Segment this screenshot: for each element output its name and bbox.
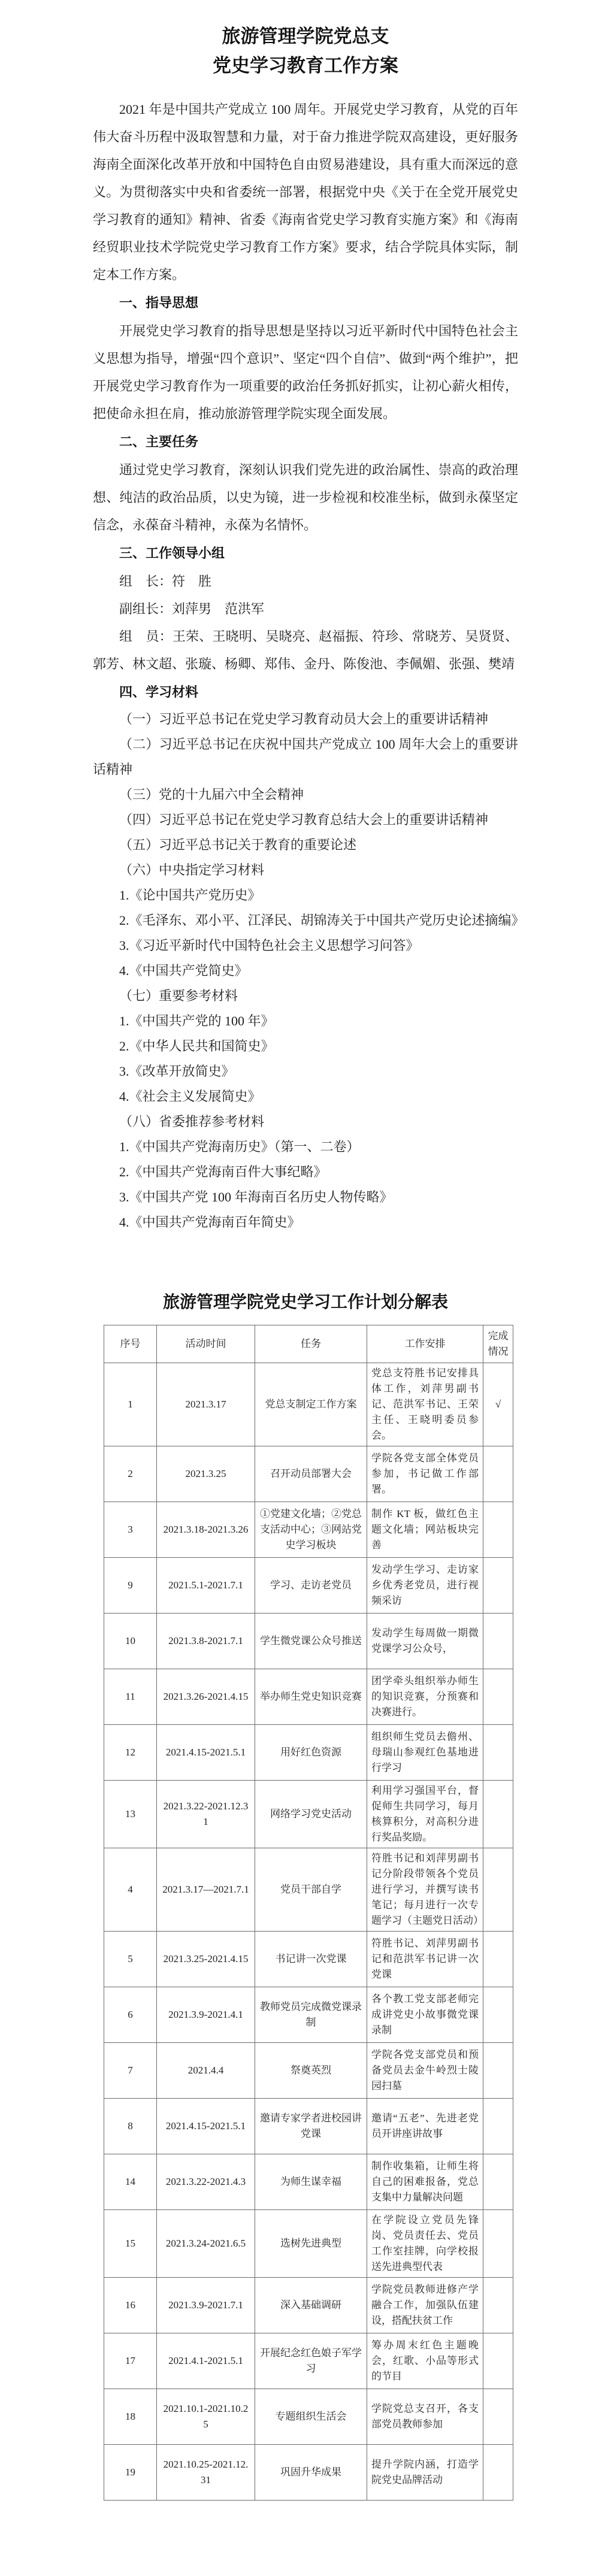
cell-no: 12 — [104, 1725, 157, 1781]
cell-status — [483, 1725, 513, 1781]
cell-arrangement: 利用学习强国平台，督促师生共同学习，每月核算积分，对高积分进行奖品奖励。 — [367, 1781, 483, 1848]
study-material-item: 1.《中国共产党的 100 年》 — [119, 1013, 274, 1028]
cell-status: √ — [483, 1363, 513, 1446]
cell-task: 用好红色资源 — [255, 1725, 367, 1781]
cell-no: 13 — [104, 1781, 157, 1848]
column-header-time: 活动时间 — [157, 1325, 255, 1363]
table-row — [104, 1446, 513, 1502]
cell-task: 网络学习党史活动 — [255, 1781, 367, 1848]
study-materials-list — [93, 707, 525, 1235]
cell-no: 4 — [104, 1848, 157, 1932]
cell-status — [483, 2210, 513, 2278]
table-row — [104, 2278, 513, 2333]
study-material-item: 2.《中华人民共和国简史》 — [119, 1039, 274, 1054]
cell-time: 2021.4.15-2021.5.1 — [157, 1725, 255, 1781]
cell-no: 9 — [104, 1558, 157, 1614]
cell-task: 选树先进典型 — [255, 2210, 367, 2278]
cell-arrangement: 学院党总支召开，各支部党员教师参加 — [367, 2389, 483, 2445]
guiding-ideology-paragraph: 开展党史学习教育的指导思想是坚持以习近平新时代中国特色社会主义思想为指导，增强“四个意识”、坚定“四个自信”、做到“两个维护”，把开展党史学习教育作为一项重要的政治任务抓好抓实，让初心薪火相传，把使命永担在肩，推动旅游管理学院实现全面发展。 — [93, 323, 518, 421]
table-row — [104, 1848, 513, 1932]
cell-status — [483, 1502, 513, 1558]
section-heading-main-tasks: 二、主要任务 — [119, 434, 199, 449]
study-material-item: 4.《中国共产党简史》 — [119, 963, 248, 978]
study-material-item: 2.《中国共产党海南百件大事纪略》 — [119, 1164, 327, 1179]
cell-task: 党总支制定工作方案 — [255, 1363, 367, 1446]
cell-arrangement: 符胜书记和刘萍男副书记分阶段带领各个党员进行学习，并撰写读书笔记；每月进行一次专题学习（主题党日活动） — [367, 1848, 483, 1932]
table-row — [104, 2210, 513, 2278]
main-tasks-paragraph: 通过党史学习教育，深刻认识我们党先进的政治属性、崇高的政治理想、纯洁的政治品质，以史为镜，进一步检视和校准坐标，做到永葆坚定信念，永葆奋斗精神，永葆为名情怀。 — [93, 462, 518, 532]
column-header-task: 任务 — [255, 1325, 367, 1363]
cell-time: 2021.10.25-2021.12.31 — [157, 2445, 255, 2501]
cell-arrangement: 邀请“五老”、先进老党员开讲座讲故事 — [367, 2099, 483, 2154]
cell-arrangement: 各个教工党支部老师完成讲党史小故事微党课录制 — [367, 1987, 483, 2043]
cell-no: 5 — [104, 1932, 157, 1987]
table-row — [104, 1669, 513, 1725]
cell-time: 2021.3.17—2021.7.1 — [157, 1848, 255, 1932]
cell-time: 2021.3.9-2021.7.1 — [157, 2278, 255, 2333]
cell-no: 14 — [104, 2154, 157, 2210]
section-heading-study-materials: 四、学习材料 — [119, 685, 199, 700]
study-material-item: 3.《习近平新时代中国特色社会主义思想学习问答》 — [119, 938, 419, 953]
section-heading-leading-group: 三、工作领导小组 — [119, 546, 225, 561]
cell-no: 19 — [104, 2445, 157, 2501]
plan-table — [104, 1325, 513, 2501]
cell-task: 教师党员完成微党课录制 — [255, 1987, 367, 2043]
cell-status — [483, 2043, 513, 2099]
study-material-item: 3.《改革开放简史》 — [119, 1064, 235, 1079]
cell-no: 10 — [104, 1614, 157, 1669]
study-material-item: （七）重要参考材料 — [119, 988, 238, 1003]
table-row — [104, 1725, 513, 1781]
cell-arrangement: 学院党员教师进修产学融合工作，加强队伍建设，搭配扶贫工作 — [367, 2278, 483, 2333]
table-row — [104, 1932, 513, 1987]
table-row — [104, 1614, 513, 1669]
cell-task: 党员干部自学 — [255, 1848, 367, 1932]
cell-arrangement: 在学院设立党员先锋岗、党员责任去、党员工作室挂牌，向学校报送先进典型代表 — [367, 2210, 483, 2278]
study-material-item: 2.《毛泽东、邓小平、江泽民、胡锦涛关于中国共产党历史论述摘编》 — [119, 913, 525, 928]
study-material-item: （一）习近平总书记在党史学习教育动员大会上的重要讲话精神 — [119, 712, 489, 727]
document-title-line2: 党史学习教育工作方案 — [213, 55, 398, 76]
cell-time: 2021.3.17 — [157, 1363, 255, 1446]
document-title-line1: 旅游管理学院党总支 — [222, 26, 389, 47]
study-material-item: 1.《论中国共产党历史》 — [119, 888, 261, 903]
cell-time: 2021.3.25-2021.4.15 — [157, 1932, 255, 1987]
cell-task: ①党建文化墙；②党总支活动中心；③网站党史学习板块 — [255, 1502, 367, 1558]
document-title — [93, 22, 518, 80]
cell-no: 11 — [104, 1669, 157, 1725]
cell-arrangement: 学院各党支部党员和预备党员去金牛岭烈士陵园扫墓 — [367, 2043, 483, 2099]
cell-task: 学生微党课公众号推送 — [255, 1614, 367, 1669]
cell-time: 2021.4.1-2021.5.1 — [157, 2333, 255, 2389]
leading-group-line: 组 长：符 胜 — [119, 574, 212, 589]
cell-no: 1 — [104, 1363, 157, 1446]
cell-no: 7 — [104, 2043, 157, 2099]
cell-status — [483, 2099, 513, 2154]
study-material-item: （四）习近平总书记在党史学习教育总结大会上的重要讲话精神 — [119, 812, 489, 827]
cell-no: 17 — [104, 2333, 157, 2389]
cell-no: 3 — [104, 1502, 157, 1558]
cell-status — [483, 2445, 513, 2501]
cell-no: 16 — [104, 2278, 157, 2333]
cell-task: 开展纪念红色娘子军学习 — [255, 2333, 367, 2389]
cell-status — [483, 2389, 513, 2445]
cell-time: 2021.3.8-2021.7.1 — [157, 1614, 255, 1669]
cell-arrangement: 学院各党支部全体党员参加，书记做工作部署。 — [367, 1446, 483, 1502]
cell-arrangement: 提升学院内涵，打造学院党史品牌活动 — [367, 2445, 483, 2501]
cell-status — [483, 1446, 513, 1502]
cell-time: 2021.4.4 — [157, 2043, 255, 2099]
study-material-item: 3.《中国共产党 100 年海南百名历史人物传略》 — [119, 1189, 393, 1204]
study-material-item: （二）习近平总书记在庆祝中国共产党成立 100 周年大会上的重要讲话精神 — [93, 737, 518, 777]
cell-status — [483, 1848, 513, 1932]
plan-table-header-row — [104, 1325, 513, 1363]
study-material-item: 1.《中国共产党海南历史》（第一、二卷） — [119, 1139, 360, 1154]
cell-time: 2021.10.1-2021.10.25 — [157, 2389, 255, 2445]
table-row — [104, 2445, 513, 2501]
table-row — [104, 1987, 513, 2043]
leading-group-lines — [93, 568, 518, 678]
leading-group-line: 副组长：刘萍男 范洪军 — [119, 601, 265, 616]
cell-arrangement: 制作 KT 板，做红色主题文化墙；网站板块完善 — [367, 1502, 483, 1558]
cell-status — [483, 2278, 513, 2333]
cell-time: 2021.3.25 — [157, 1446, 255, 1502]
cell-arrangement: 符胜书记、刘萍男副书记和范洪军书记讲一次党课 — [367, 1932, 483, 1987]
plan-table-body — [104, 1363, 513, 2501]
cell-task: 召开动员部署大会 — [255, 1446, 367, 1502]
study-material-item: 4.《社会主义发展简史》 — [119, 1089, 261, 1104]
cell-time: 2021.5.1-2021.7.1 — [157, 1558, 255, 1614]
cell-time: 2021.3.22-2021.12.31 — [157, 1781, 255, 1848]
study-material-item: （六）中央指定学习材料 — [119, 862, 265, 877]
cell-no: 18 — [104, 2389, 157, 2445]
cell-no: 15 — [104, 2210, 157, 2278]
leading-group-line: 组 员：王荣、王晓明、吴晓亮、赵福振、符珍、常晓芳、吴贤贤、郭芳、林文超、张璇、杨卿、郑伟、金丹、陈俊池、李佩媚、张强、樊靖 — [93, 629, 518, 671]
section-heading-guiding-ideology: 一、指导思想 — [119, 295, 199, 310]
cell-task: 书记讲一次党课 — [255, 1932, 367, 1987]
cell-status — [483, 2154, 513, 2210]
cell-no: 6 — [104, 1987, 157, 2043]
table-row — [104, 1558, 513, 1614]
cell-task: 举办师生党史知识竞赛 — [255, 1669, 367, 1725]
cell-time: 2021.3.9-2021.4.1 — [157, 1987, 255, 2043]
cell-task: 邀请专家学者进校园讲党课 — [255, 2099, 367, 2154]
study-material-item: （三）党的十九届六中全会精神 — [119, 787, 304, 802]
cell-status — [483, 1781, 513, 1848]
cell-task: 学习、走访老党员 — [255, 1558, 367, 1614]
cell-arrangement: 制作收集箱，让师生将自己的困难报备，党总支集中力量解决问题 — [367, 2154, 483, 2210]
cell-status — [483, 1669, 513, 1725]
cell-task: 为师生谋幸福 — [255, 2154, 367, 2210]
table-row — [104, 2154, 513, 2210]
cell-no: 8 — [104, 2099, 157, 2154]
cell-status — [483, 1987, 513, 2043]
cell-arrangement: 党总支符胜书记安排具体工作，刘萍男副书记、范洪军书记、王荣主任、王晓明委员参会。 — [367, 1363, 483, 1446]
cell-task: 巩固升华成果 — [255, 2445, 367, 2501]
cell-status — [483, 1614, 513, 1669]
cell-time: 2021.3.22-2021.4.3 — [157, 2154, 255, 2210]
column-header-no: 序号 — [104, 1325, 157, 1363]
table-row — [104, 2333, 513, 2389]
study-material-item: （八）省委推荐参考材料 — [119, 1114, 265, 1129]
cell-status — [483, 1558, 513, 1614]
study-material-item: （五）习近平总书记关于教育的重要论述 — [119, 837, 357, 852]
cell-time: 2021.3.26-2021.4.15 — [157, 1669, 255, 1725]
table-row — [104, 1502, 513, 1558]
cell-task: 祭奠英烈 — [255, 2043, 367, 2099]
cell-time: 2021.3.24-2021.6.5 — [157, 2210, 255, 2278]
table-row — [104, 2389, 513, 2445]
table-row — [104, 2099, 513, 2154]
table-row — [104, 2043, 513, 2099]
column-header-status: 完成情况 — [483, 1325, 513, 1363]
cell-task: 深入基础调研 — [255, 2278, 367, 2333]
cell-time: 2021.4.15-2021.5.1 — [157, 2099, 255, 2154]
cell-arrangement: 组织师生党员去儋州、母瑞山参观红色基地进行学习 — [367, 1725, 483, 1781]
cell-arrangement: 发动学生学习、走访家乡优秀老党员，进行视频采访 — [367, 1558, 483, 1614]
intro-paragraph: 2021 年是中国共产党成立 100 周年。开展党史学习教育，从党的百年伟大奋斗历程中汲取智慧和力量，对于奋力推进学院双高建设，更好服务海南全面深化改革开放和中国特色自由贸易港建设，具有重大而深远的意义。为贯彻落实中央和省委统一部署，根据党中央《关于在全党开展党史学习教育的通知》精神、省委《海南省党史学习教育实施方案》和《海南经贸职业技术学院党史学习教育工作方案》要求，结合学院具体实际，制定本工作方案。 — [93, 102, 518, 282]
cell-status — [483, 1932, 513, 1987]
table-row — [104, 1363, 513, 1446]
cell-task: 专题组织生活会 — [255, 2389, 367, 2445]
cell-arrangement: 发动学生每周做一期微党课学习公众号， — [367, 1614, 483, 1669]
column-header-arrangement: 工作安排 — [367, 1325, 483, 1363]
cell-arrangement: 团学牵头组织举办师生的知识竞赛，分预赛和决赛进行。 — [367, 1669, 483, 1725]
cell-no: 2 — [104, 1446, 157, 1502]
plan-table-title: 旅游管理学院党史学习工作计划分解表 — [162, 1293, 448, 1312]
study-material-item: 4.《中国共产党海南百年简史》 — [119, 1215, 301, 1230]
cell-status — [483, 2333, 513, 2389]
table-row — [104, 1781, 513, 1848]
cell-arrangement: 筹办周末红色主题晚会，红歌、小品等形式的节目 — [367, 2333, 483, 2389]
cell-time: 2021.3.18-2021.3.26 — [157, 1502, 255, 1558]
